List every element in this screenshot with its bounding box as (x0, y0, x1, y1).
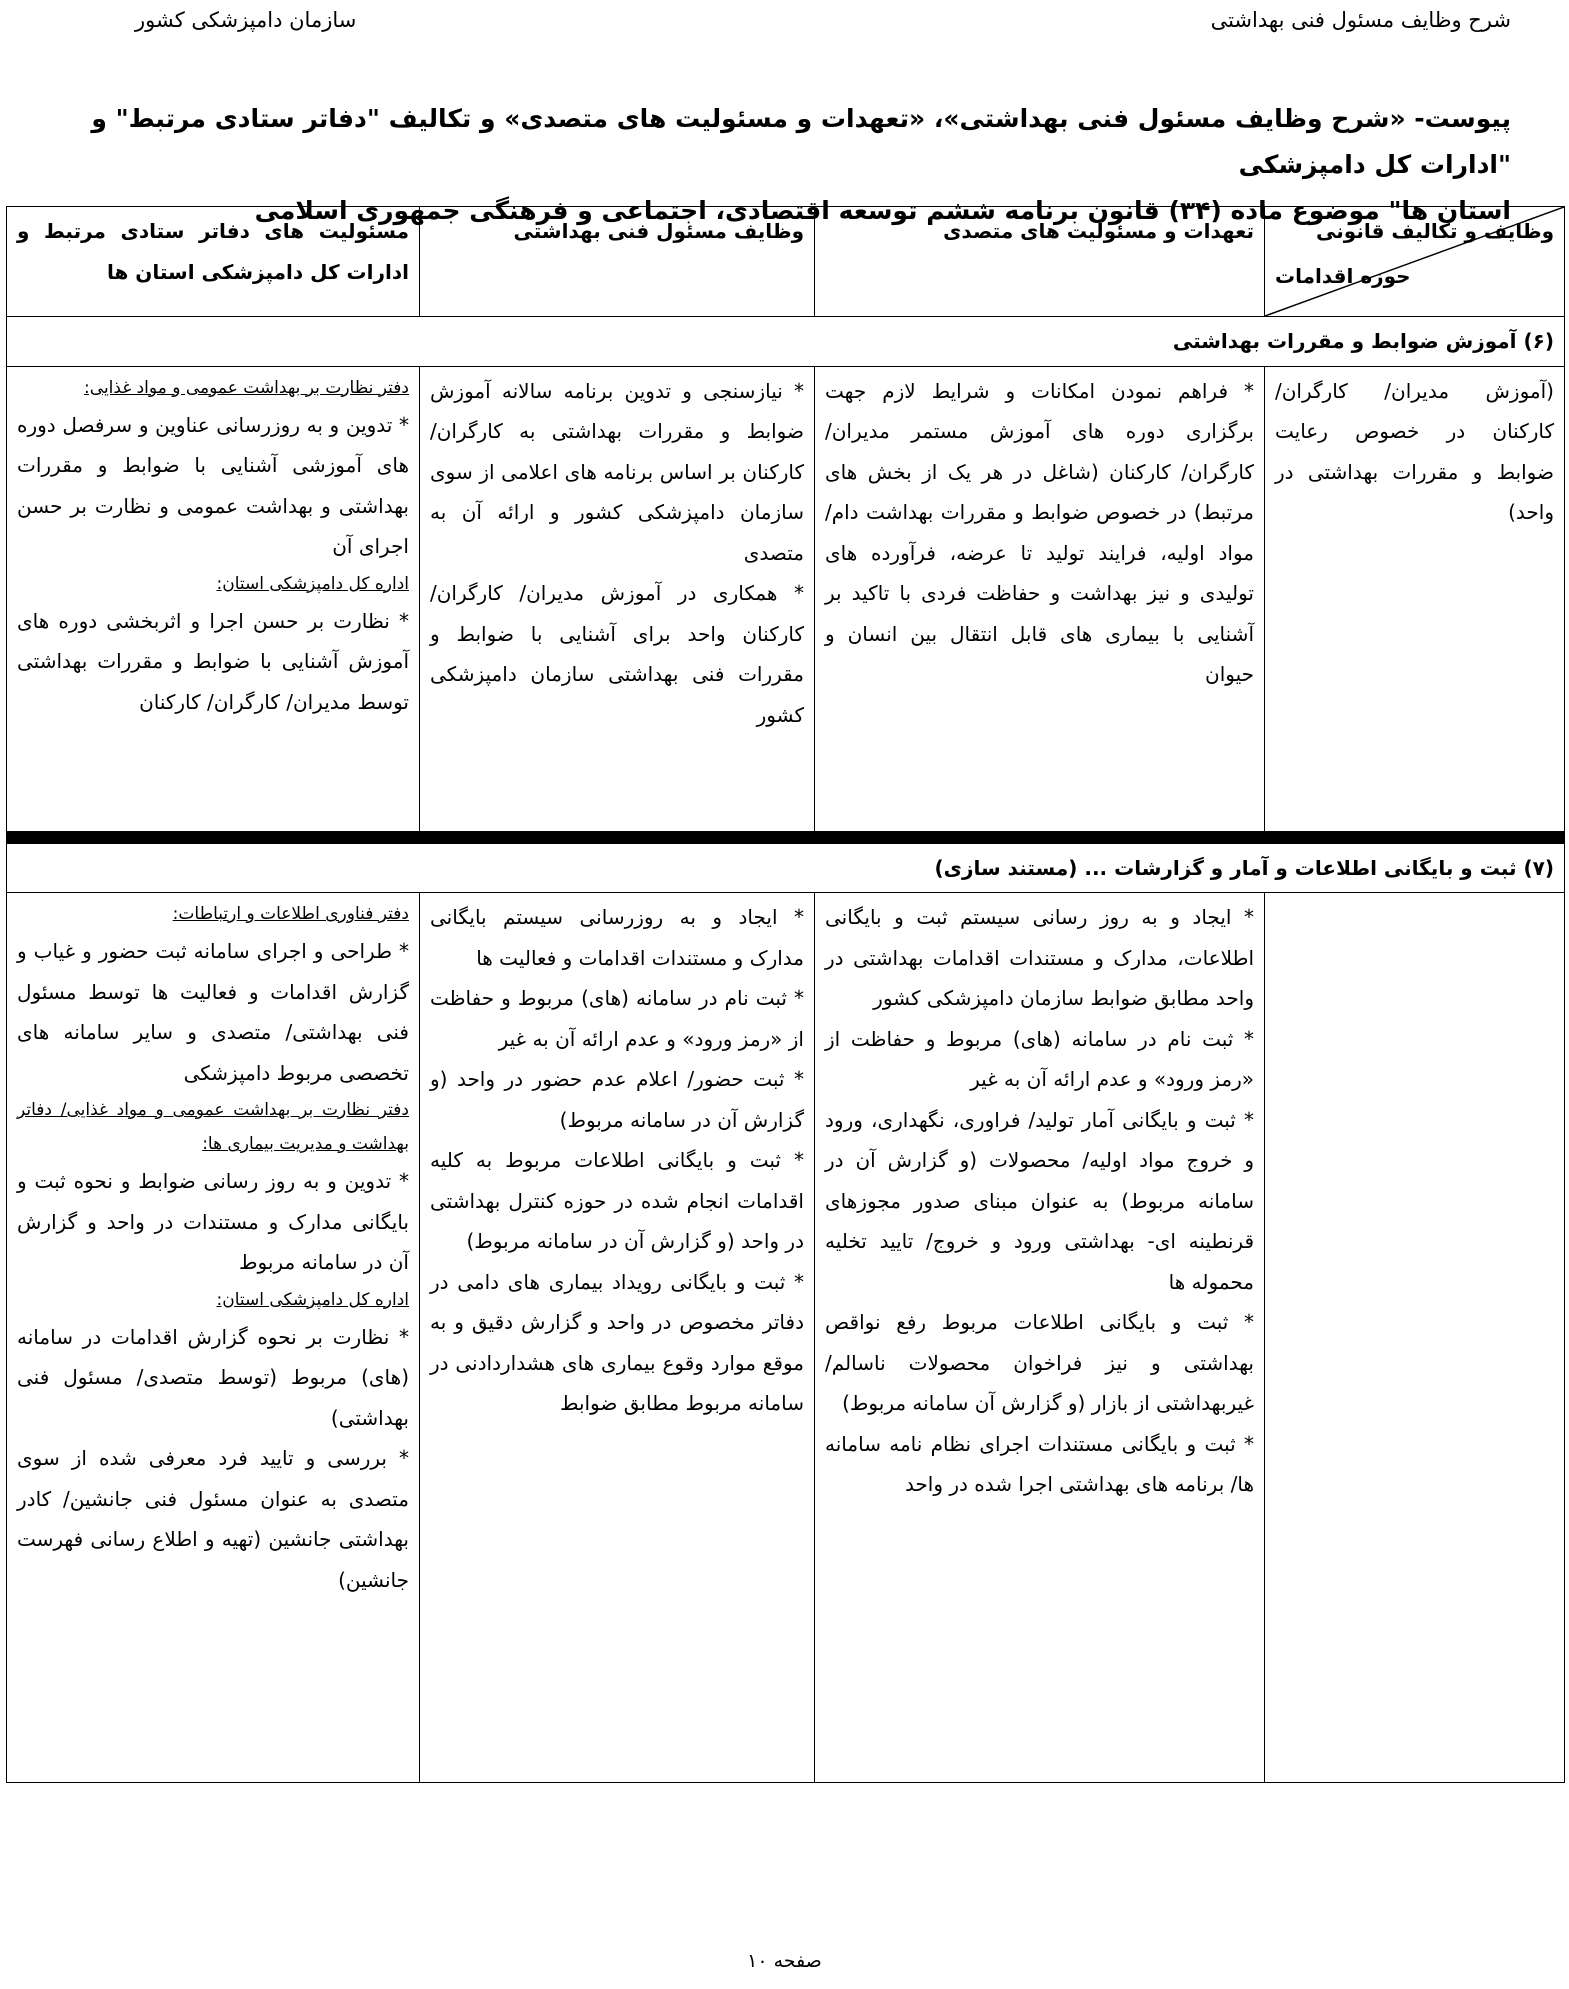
office-label: اداره کل دامپزشکی استان: (216, 573, 409, 594)
section-6-title: (۶) آموزش ضوابط و مقررات بهداشتی (7, 317, 1565, 367)
duty-item: * ثبت و بایگانی رویداد بیماری های دامی در دفاتر مخصوص در واحد و گزارش دقیق و به موقع موارد وقوع بیماری های هشداردادنی در سامانه مربوط مطابق ضوابط (430, 1269, 804, 1415)
responsibility-item: * تدوین و به روز رسانی ضوابط و نحوه ثبت و بایگانی مدارک و مستندات در واحد و گزارش آن در سامانه مربوط (17, 1169, 409, 1274)
section-7-office-responsibilities (7, 893, 420, 1783)
obligation-item: * ثبت نام در سامانه (های) مربوط و حفاظت از «رمز ورود» و عدم ارائه آن به غیر (825, 1026, 1254, 1091)
section-separator (7, 831, 1565, 843)
obligation-item: * فراهم نمودن امکانات و شرایط لازم جهت برگزاری دوره های آموزش مستمر مدیران/ کارگران/ کارکنان (شاغل در هر یک از بخش های مرتبط) در خصوص ضوابط و مقررات بهداشت دام/ مواد اولیه، فرایند تولید تا عرضه، فرآورده های تولیدی و نیز بهداشت و حفاظت فردی با تاکید بر آشنایی با بیماری های قابل انتقال بین انسان و حیوان (825, 378, 1254, 686)
office-label: اداره کل دامپزشکی استان: (216, 1289, 409, 1310)
duty-item: * همکاری در آموزش مدیران/ کارگران/ کارکنان واحد برای آشنایی با ضوابط و مقررات فنی بهداشتی سازمان دامپزشکی کشور (430, 581, 804, 727)
duty-item: * نیازسنجی و تدوین برنامه سالانه آموزش ضوابط و مقررات بهداشتی به کارگران/ کارکنان بر اساس برنامه های اعلامی از سوی سازمان دامپزشکی کشور و ارائه آن به متصدی (430, 378, 804, 565)
header-legal-duties-label: وظایف و تکالیف قانونی (1316, 219, 1554, 243)
header-cell-technical-officer-duties: وظایف مسئول فنی بهداشتی (420, 207, 815, 317)
header-cell-office-responsibilities: مسئولیت های دفاتر ستادی مرتبط و ادارات کل دامپزشکی استان ها (7, 207, 420, 317)
section-title-row (7, 317, 1565, 367)
header-action-area-label: حوزه اقدامات (1275, 263, 1411, 288)
section-6-operator-obligations (815, 366, 1265, 831)
responsibility-item: * طراحی و اجرای سامانه ثبت حضور و غیاب و گزارش اقدامات و فعالیت ها توسط مسئول فنی بهداشتی/ متصدی و سایر سامانه های تخصصی مربوط دامپزشکی (17, 939, 409, 1085)
running-header-organization: سازمان دامپزشکی کشور (135, 8, 357, 32)
table-header-row (7, 207, 1565, 317)
header-cell-legal-duties (1265, 207, 1565, 317)
section-7-title: (۷) ثبت و بایگانی اطلاعات و آمار و گزارشات ... (مستند سازی) (7, 843, 1565, 893)
running-header-title: شرح وظایف مسئول فنی بهداشتی (1210, 8, 1511, 32)
section-6-legal-duties: (آموزش مدیران/ کارگران/ کارکنان در خصوص رعایت ضوابط و مقررات بهداشتی در واحد) (1265, 366, 1565, 831)
section-7-technical-officer-duties (420, 893, 815, 1783)
title-line-1: پیوست- «شرح وظایف مسئول فنی بهداشتی»، «تعهدات و مسئولیت های متصدی» و تکالیف "دفاتر ستادی مرتبط" و "ادارات کل دامپزشکی (91, 104, 1511, 179)
duty-item: * ثبت حضور/ اعلام عدم حضور در واحد (و گزارش آن در سامانه مربوط) (430, 1067, 804, 1132)
header-cell-operator-obligations: تعهدات و مسئولیت های متصدی (815, 207, 1265, 317)
office-label: دفتر فناوری اطلاعات و ارتباطات: (172, 904, 409, 924)
responsibility-item: * نظارت بر حسن اجرا و اثربخشی دوره های آموزش آشنایی با ضوابط و مقررات بهداشتی توسط مدیران/ کارگران/ کارکنان (17, 608, 409, 714)
obligation-item: * ایجاد و به روز رسانی سیستم ثبت و بایگانی اطلاعات، مدارک و مستندات اقدامات بهداشتی در واحد مطابق ضوابط سازمان دامپزشکی کشور (825, 905, 1254, 1010)
section-title-row (7, 843, 1565, 893)
duty-item: * ثبت نام در سامانه (های) مربوط و حفاظت از «رمز ورود» و عدم ارائه آن به غیر (430, 986, 804, 1051)
page-number: صفحه ۱۰ (747, 1950, 822, 1972)
duty-item: * ایجاد و به روزرسانی سیستم بایگانی مدارک و مستندات اقدامات و فعالیت ها (430, 905, 804, 970)
section-6-row (7, 366, 1565, 831)
responsibility-item: * نظارت بر نحوه گزارش اقدامات در سامانه (های) مربوط (توسط متصدی/ مسئول فنی بهداشتی) (17, 1324, 409, 1430)
obligation-item: * ثبت و بایگانی آمار تولید/ فراوری، نگهداری، ورود و خروج مواد اولیه/ محصولات (و گزارش آن در سامانه مربوط) به عنوان مبنای صدور مجوزهای قرنطینه ای- بهداشتی ورود و خروج/ تایید تخلیه محموله ها (825, 1107, 1254, 1294)
office-label: دفتر نظارت بر بهداشت عمومی و مواد غذایی: (84, 377, 409, 398)
section-6-technical-officer-duties (420, 366, 815, 831)
section-7-row (7, 893, 1565, 1783)
section-6-office-responsibilities (7, 366, 420, 831)
responsibility-item: * بررسی و تایید فرد معرفی شده از سوی متصدی به عنوان مسئول فنی جانشین/ کادر بهداشتی جانشین (تهیه و اطلاع رسانی فهرست جانشین) (17, 1446, 409, 1592)
diagonal-divider (1265, 207, 1564, 316)
office-label: دفتر نظارت بر بهداشت عمومی و مواد غذایی/ دفاتر بهداشت و مدیریت بیماری ها: (17, 1100, 409, 1154)
title-line-2: استان ها" موضوع ماده (۳۴) قانون برنامه ششم توسعه اقتصادی، اجتماعی و فرهنگی جمهوری اسلامی (254, 196, 1511, 225)
responsibility-item: * تدوین و به روزرسانی عناوین و سرفصل دوره های آموزشی آشنایی با ضوابط و مقررات بهداشتی و بهداشت عمومی و نظارت بر حسن اجرای آن (17, 412, 409, 558)
obligation-item: * ثبت و بایگانی اطلاعات مربوط رفع نواقص بهداشتی و نیز فراخوان محصولات ناسالم/ غیربهداشتی از بازار (و گزارش آن سامانه مربوط) (825, 1310, 1254, 1415)
duties-table (6, 206, 1565, 1783)
obligation-item: * ثبت و بایگانی مستندات اجرای نظام نامه سامانه ها/ برنامه های بهداشتی اجرا شده در واحد (825, 1431, 1254, 1496)
section-7-operator-obligations (815, 893, 1265, 1783)
duty-item: * ثبت و بایگانی اطلاعات مربوط به کلیه اقدامات انجام شده در حوزه کنترل بهداشتی در واحد (و گزارش آن در سامانه مربوط) (430, 1148, 804, 1253)
section-7-legal-duties (1265, 893, 1565, 1783)
